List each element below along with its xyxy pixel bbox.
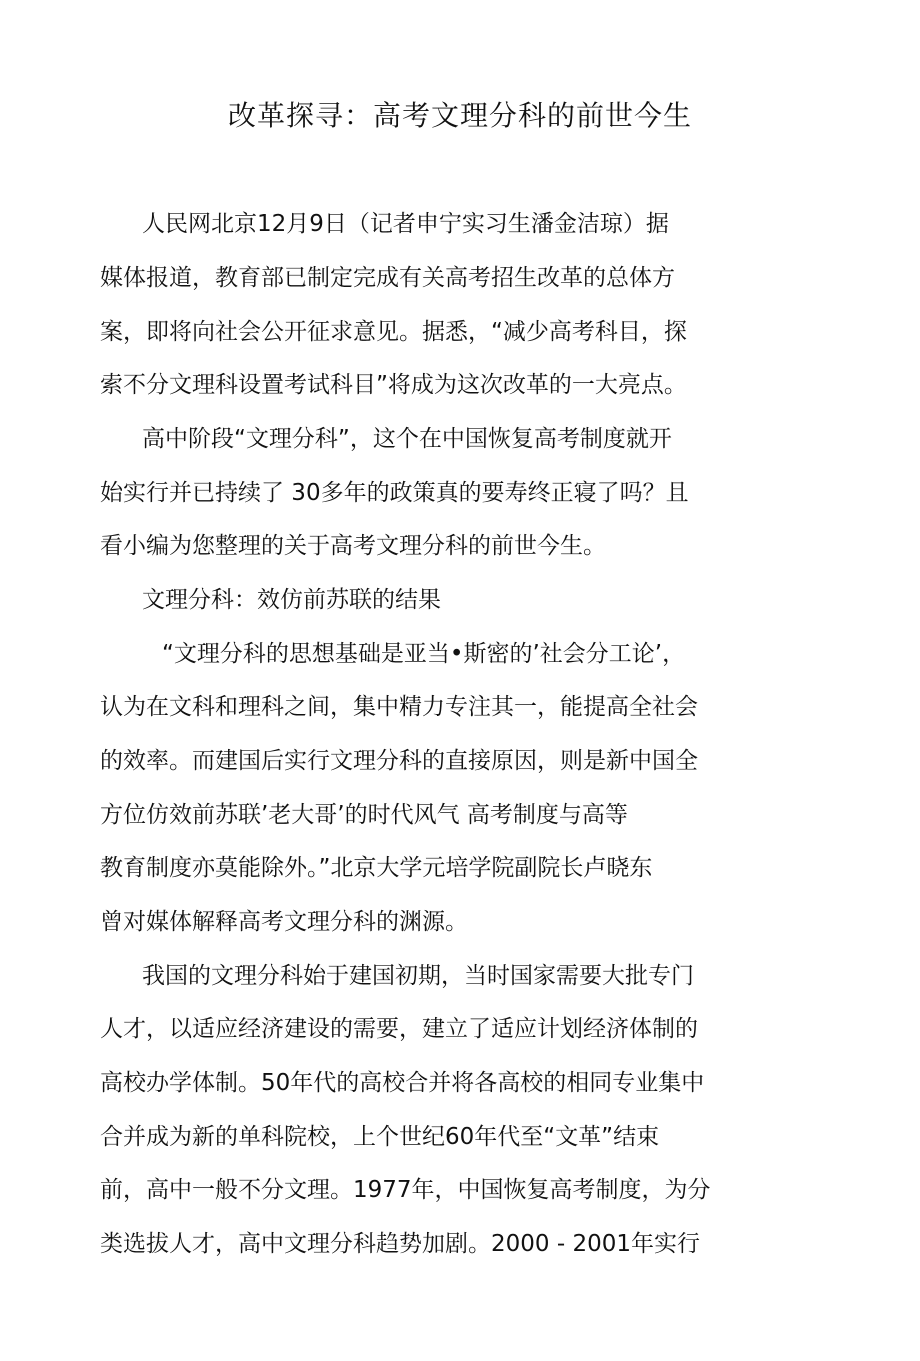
paragraph-line: 高校办学体制。50年代的高校合并将各高校的相同专业集中 <box>100 1070 705 1096</box>
document-title: 改革探寻：高考文理分科的前世今生 <box>227 99 692 132</box>
paragraph-line: 类选拔人才，高中文理分科趋势加剧。2000 - 2001年实行 <box>100 1231 700 1257</box>
paragraph-line: 的效率。而建国后实行文理分科的直接原因，则是新中国全 <box>100 748 698 774</box>
paragraph-line: 人才，以适应经济建设的需要，建立了适应计划经济体制的 <box>100 1016 698 1042</box>
section-heading: 文理分科：效仿前苏联的结果 <box>142 587 441 613</box>
paragraph-line: 教育制度亦莫能除外。”北京大学元培学院副院长卢晓东 <box>100 855 653 881</box>
paragraph-line: 案，即将向社会公开征求意见。据悉，“减少高考科目，探 <box>100 319 687 345</box>
paragraph-line: 索不分文理科设置考试科目”将成为这次改革的一大亮点。 <box>100 372 687 398</box>
paragraph-line: “文理分科的思想基础是亚当•斯密的’社会分工论’， <box>162 641 686 667</box>
paragraph-line: 前，高中一般不分文理。1977年，中国恢复高考制度，为分 <box>100 1177 711 1203</box>
paragraph-line: 合并成为新的单科院校，上个世纪60年代至“文革”结束 <box>100 1124 660 1150</box>
paragraph-line: 看小编为您整理的关于高考文理分科的前世今生。 <box>100 533 606 559</box>
paragraph-line: 认为在文科和理科之间，集中精力专注其一，能提高全社会 <box>100 694 698 720</box>
paragraph-line: 高中阶段“文理分科”，这个在中国恢复高考制度就开 <box>142 426 672 452</box>
paragraph-line: 人民网北京12月9日（记者申宁实习生潘金洁琼）据 <box>142 211 669 237</box>
paragraph-line: 方位仿效前苏联’老大哥’的时代风气 高考制度与高等 <box>100 802 628 828</box>
paragraph-line: 曾对媒体解释高考文理分科的渊源。 <box>100 909 468 935</box>
paragraph-line: 我国的文理分科始于建国初期，当时国家需要大批专门 <box>142 963 694 989</box>
paragraph-line: 媒体报道，教育部已制定完成有关高考招生改革的总体方 <box>100 265 675 291</box>
paragraph-line: 始实行并已持续了 30多年的政策真的要寿终正寝了吗？且 <box>100 480 689 506</box>
